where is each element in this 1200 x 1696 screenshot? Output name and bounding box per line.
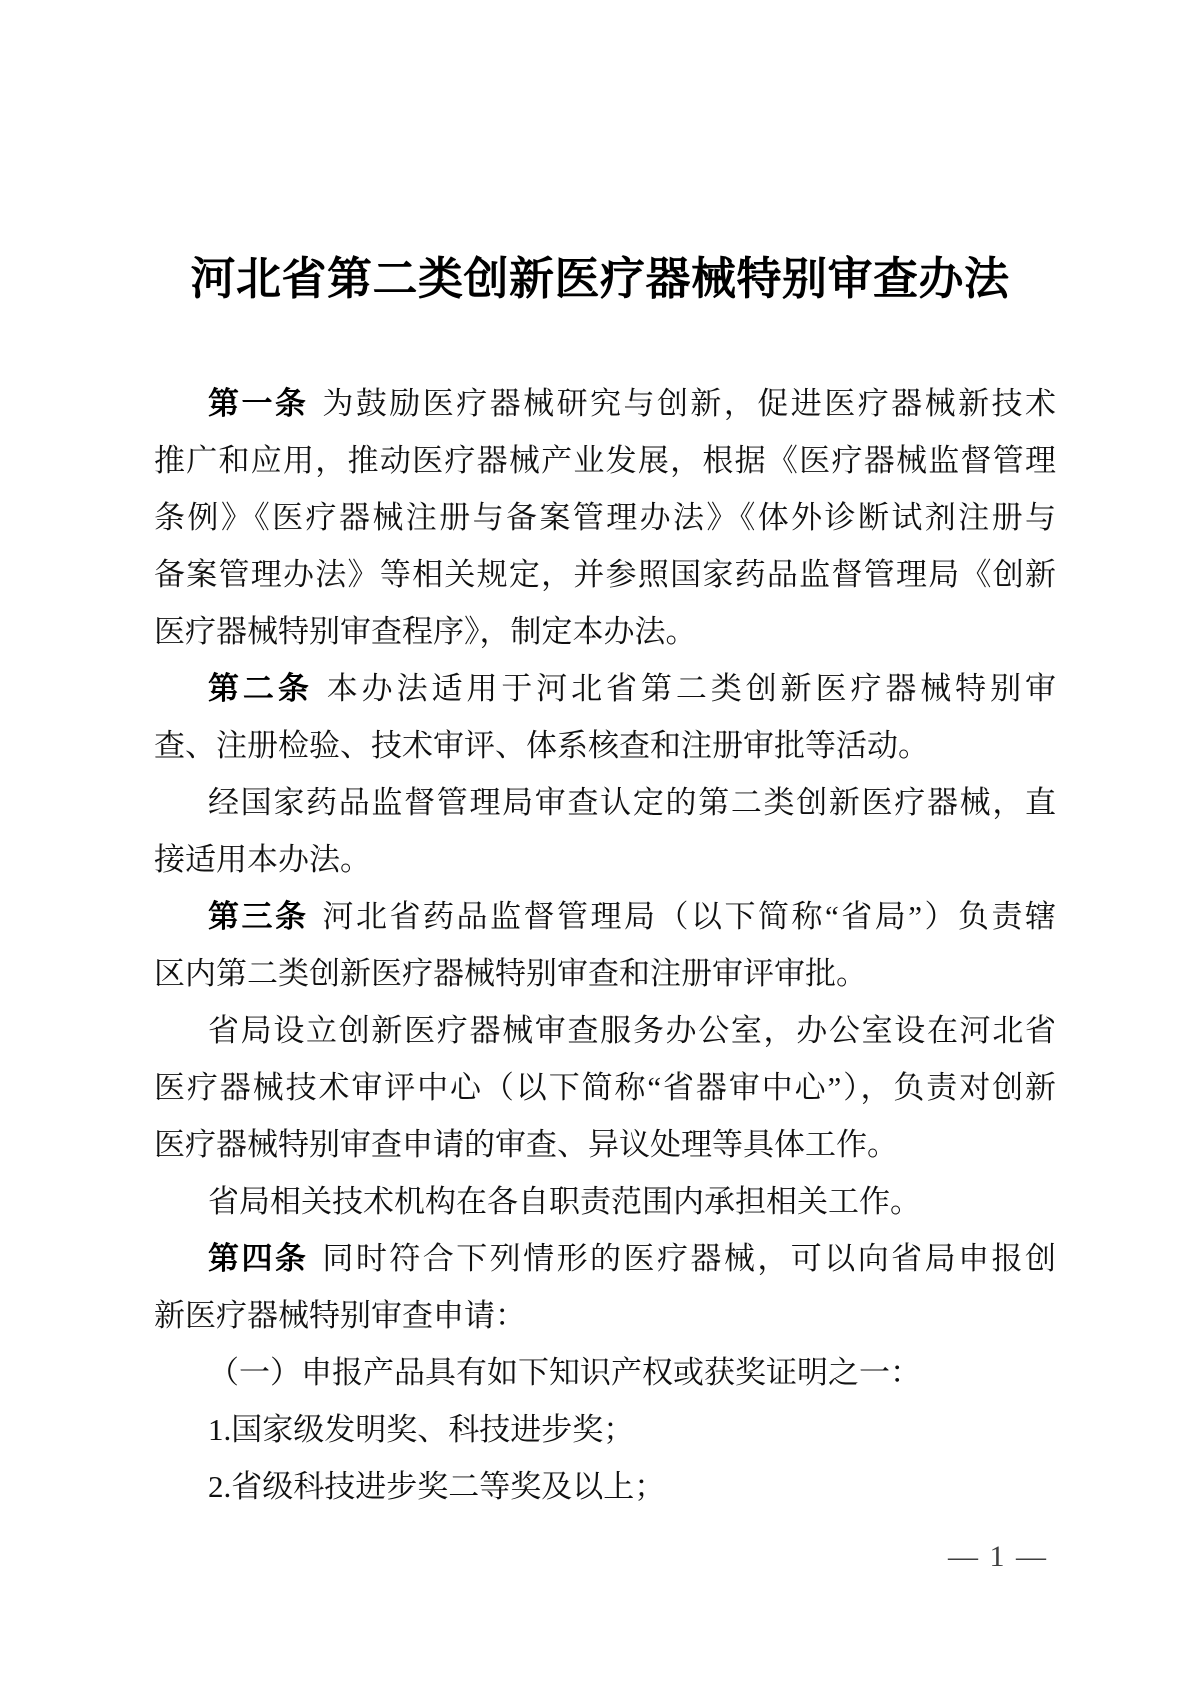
article-number-2: 第二条 xyxy=(208,671,313,706)
text-line: 备案管理办法》等相关规定，并参照国家药品监督管理局《创新 xyxy=(154,557,1056,592)
text-line: 省局相关技术机构在各自职责范围内承担相关工作。 xyxy=(208,1184,921,1219)
article-number-1: 第一条 xyxy=(208,386,309,421)
text-line: 医疗器械特别审查程序》，制定本办法。 xyxy=(154,614,697,649)
article-number-3: 第三条 xyxy=(208,899,309,934)
text-line: （一）申报产品具有如下知识产权或获奖证明之一： xyxy=(208,1355,921,1390)
document-body xyxy=(154,375,1056,1515)
text-line xyxy=(154,888,1056,945)
text-line: 新医疗器械特别审查申请： xyxy=(154,1298,526,1333)
text-line: 查、注册检验、技术审评、体系核查和注册审批等活动。 xyxy=(154,728,929,763)
text-line: 省局设立创新医疗器械审查服务办公室，办公室设在河北省 xyxy=(208,1013,1056,1048)
page-number: — 1 — xyxy=(948,1540,1048,1573)
text-line: 条例》《医疗器械注册与备案管理办法》《体外诊断试剂注册与 xyxy=(154,500,1056,535)
text-line xyxy=(154,660,1056,717)
text-line: 医疗器械特别审查申请的审查、异议处理等具体工作。 xyxy=(154,1127,898,1162)
paragraph-text: 河北省药品监督管理局（以下简称“省局”）负责辖 xyxy=(322,899,1056,934)
text-line: 1.国家级发明奖、科技进步奖； xyxy=(208,1412,635,1447)
text-line: 2.省级科技进步奖二等奖及以上； xyxy=(208,1469,666,1504)
text-line: 推广和应用，推动医疗器械产业发展，根据《医疗器械监督管理 xyxy=(154,443,1056,478)
paragraph-text: 同时符合下列情形的医疗器械，可以向省局申报创 xyxy=(322,1241,1056,1276)
document-title: 河北省第二类创新医疗器械特别审查办法 xyxy=(190,254,1010,304)
text-line: 区内第二类创新医疗器械特别审查和注册审评审批。 xyxy=(154,956,867,991)
text-line xyxy=(154,1230,1056,1287)
text-line xyxy=(154,375,1056,432)
paragraph-text: 本办法适用于河北省第二类创新医疗器械特别审 xyxy=(326,671,1057,706)
text-line: 医疗器械技术审评中心（以下简称“省器审中心”），负责对创新 xyxy=(154,1070,1056,1105)
text-line: 接适用本办法。 xyxy=(154,842,371,877)
text-line: 经国家药品监督管理局审查认定的第二类创新医疗器械，直 xyxy=(208,785,1056,820)
article-number-4: 第四条 xyxy=(208,1241,309,1276)
paragraph-text: 为鼓励医疗器械研究与创新，促进医疗器械新技术 xyxy=(322,386,1056,421)
